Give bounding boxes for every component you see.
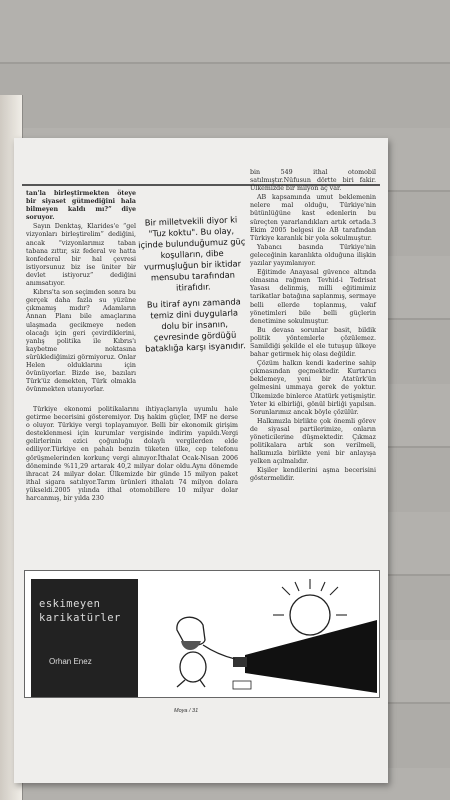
left-column [26, 190, 136, 395]
right-paragraph-5: Bu devasa sorunlar basit, bildik politik yöntemlerle çözülemez. Samildiği şekilde el ele tutuşup ülkeye bahar getirmek hiç olası değildir. [250, 326, 376, 359]
left-paragraph-1: tan'la birleştirmekten öteye bir siyaset gütmediğini hala bilmeyen kaldı mı?” diye soruyor. [26, 190, 136, 222]
cartoon-illustration [145, 575, 377, 695]
left-paragraph-3: Kıbrıs'ta son seçimden sonra bu gerçek daha fazla su yüzüne çıkmamış mıdır? Adamların Annan Planı bile amaçlarına ulaşmada gecikmeye neden olacağı için geri çevirdiklerini, yanlış politika ile Kıbrıs'ı kaybetme noktasına sürüklediğimizi görmiyoruz. Onlar Helen olduklarını için övünüyorlar. Bizde ise, bazıları Türk'üz demekten, Türk olmakla övünmekten utanıyorlar. [26, 289, 136, 394]
book-author: Orhan Enez [49, 657, 92, 666]
pull-quote-part-1: Bir milletvekili diyor ki "Tuz koktu". Bu olay, içinde bulunduğumuz güç koşulların, dibe vurmuşluğun bir iktidar mensubu tarafından itirafıdır. [137, 214, 246, 293]
left-lower-column [26, 406, 238, 504]
left-paragraph-2: Sayın Denktaş, Klarides'e “gel vizyonları birleştirelim” dediğini, ancak “vizyonlarımız taban tabana zıttır, siz federal ve hatta konfederal bir hal çevresi istiyorsunuz biz ise üniter bir devlet istiyoruz” dediğini anımsatıyor. [26, 223, 136, 288]
right-paragraph-4: Eğitimde Anayasal güvence altında olmasına rağmen Tevhid-i Tedrisat Yasası delinmiş, milli eğitimimiz tarikatlar batağına saplanmış, sermaye belli ellerde toplanmış, vakıf yönetimleri bile belli güçlerin denetimine sokulmuştur. [250, 269, 376, 325]
magazine-page [14, 138, 388, 783]
pull-quote-part-2: Bu itiraf aynı zamanda temiz dini duygularla dolu bir insanın, çevresinde gördüğü bataklığa karşı isyanıdır. [144, 296, 246, 354]
page-number: Moya / 31 [174, 708, 199, 714]
right-column [250, 169, 376, 485]
cartoon-panel [24, 570, 380, 698]
book-cover [31, 579, 138, 697]
right-paragraph-2: AB kapsamında umut beklemenin nelere mal olduğu, Türkiye'nin bütünlüğüne kast edenlerin bu süreçten yararlandıkları artık ortada.3 Ekim 2005 belgesi ile AB tarafından Türkiye karanlık bir yola sokulmuştur. [250, 194, 376, 242]
left-lower-paragraph: Türkiye ekonomi politikalarını ihtiyaçlarıyla uyumlu hale getirme becerisini gösteremiyor. Dış hakim güçler, İMF ne derse o oluyor. Türkiye vergi toplayamıyor. Belli bir ekonomik girişim desteklenmesi için kurumlar vergisinde indirim yapıldı.Vergi gelirlerinin ezici çoğunluğu dolaylı vergilerden elde ediliyor.Türkiye en pahalı benzin tüketen ülke, cep telefonu görüşmelerinden korkunç vergi alınıyor.İthalat Ocak-Nisan 2006 döneminde %11,29 artarak 40,2 milyar dolar oldu.Aynı dönemde ihracat 24 milyar dolar. Ülkemizde bir günde 15 milyon paket ithal sigara satılıyor.Tarım ürünleri ithalatı 74 milyon dolara yükseldi.2005 yılında ithal otomobillere 10 milyar dolar harcanmış, bir yılda 230 [26, 406, 238, 503]
right-paragraph-3: Yabancı basında Türkiye'nin geleceğinin karanlıkta olduğuna ilişkin yazılar yayımlanıyor. [250, 243, 376, 268]
pull-quote [137, 214, 251, 400]
right-paragraph-8: Kişiler kendilerini aşma becerisini göstermelidir. [250, 467, 376, 483]
right-paragraph-1: bin 549 ithal otomobil satılmıştır.Nüfusun dörtte biri fakir. Ülkemizde bir milyon aç var. [250, 169, 376, 193]
right-paragraph-6: Çözüm halkın kendi kaderine sahip çıkmasından geçmektedir. Kurtarıcı beklemeye, yeni bir Atatürk'ün gelmesini ummaya gerek de yoktur. Ülkemizde binlerce Atatürk yetişmiştir. Yeter ki elbirliği, gönül birliği yapılsın. Sorunlarımız ancak böyle çözülür. [250, 360, 376, 416]
right-paragraph-7: Halkımızla birlikte çok önemli görev de siyasal partilerimize, onların yöneticilerine düşmektedir. Çıkmaz politikalara artık son verilmeli, halkımızla birlikte yeni bir anlayışa yelken açılmalıdır. [250, 417, 376, 466]
book-title: eskimeyen karikatürler [39, 598, 121, 624]
